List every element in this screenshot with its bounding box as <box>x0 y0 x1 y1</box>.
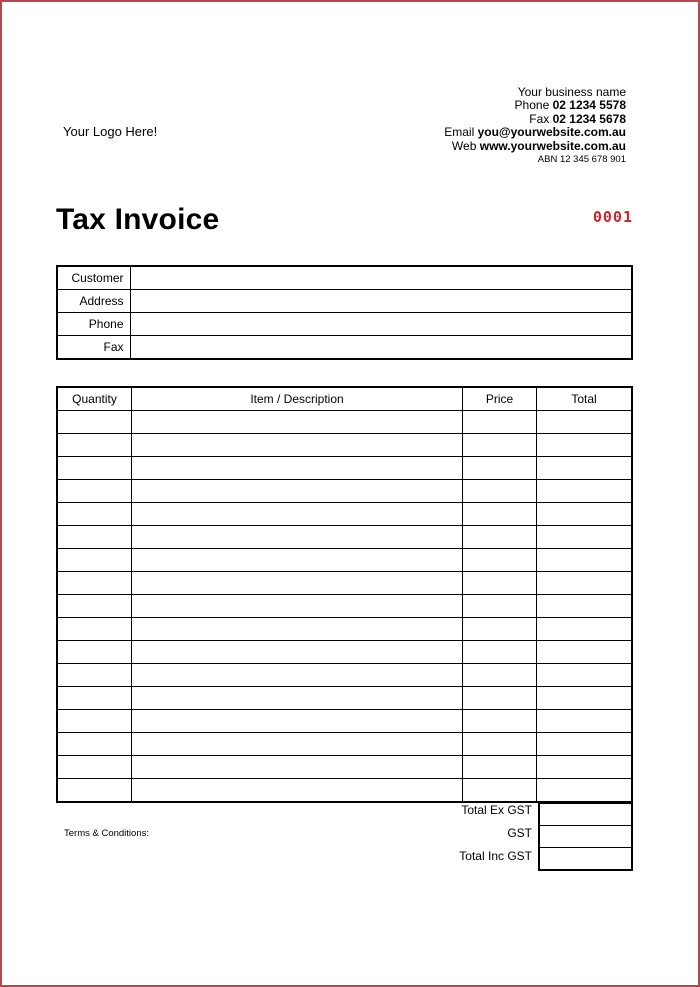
table-row <box>57 572 632 595</box>
business-email: Email you@yourwebsite.com.au <box>444 125 626 140</box>
description-cell[interactable] <box>132 549 463 572</box>
customer-row <box>57 313 632 336</box>
table-row <box>57 710 632 733</box>
total-cell[interactable] <box>537 503 633 526</box>
description-cell[interactable] <box>132 710 463 733</box>
business-web: Web www.yourwebsite.com.au <box>451 138 626 153</box>
price-cell[interactable] <box>463 687 537 710</box>
total-cell[interactable] <box>537 618 633 641</box>
gst-label: GST <box>507 826 532 840</box>
total-cell[interactable] <box>537 595 633 618</box>
customer-table <box>56 265 633 360</box>
total-cell[interactable] <box>537 549 633 572</box>
table-row <box>57 641 632 664</box>
quantity-cell[interactable] <box>57 641 132 664</box>
total-ex-gst-label: Total Ex GST <box>461 803 532 817</box>
business-phone: Phone 02 1234 5578 <box>514 98 626 113</box>
price-cell[interactable] <box>463 756 537 779</box>
customer-row <box>57 336 632 360</box>
price-cell[interactable] <box>463 457 537 480</box>
price-cell[interactable] <box>463 733 537 756</box>
customer-field-value[interactable] <box>130 290 632 313</box>
customer-row <box>57 290 632 313</box>
total-cell[interactable] <box>537 480 633 503</box>
quantity-cell[interactable] <box>57 595 132 618</box>
customer-field-label: Fax <box>57 336 130 360</box>
customer-field-value[interactable] <box>130 336 632 360</box>
description-cell[interactable] <box>132 526 463 549</box>
quantity-cell[interactable] <box>57 572 132 595</box>
total-inc-gst-label: Total Inc GST <box>459 849 532 863</box>
invoice-title: Tax Invoice <box>56 203 220 236</box>
price-cell[interactable] <box>463 503 537 526</box>
price-cell[interactable] <box>463 779 537 803</box>
table-row <box>57 756 632 779</box>
quantity-cell[interactable] <box>57 526 132 549</box>
price-cell[interactable] <box>463 664 537 687</box>
customer-field-value[interactable] <box>130 266 632 290</box>
price-cell[interactable] <box>463 549 537 572</box>
description-cell[interactable] <box>132 457 463 480</box>
total-cell[interactable] <box>537 434 633 457</box>
customer-field-label: Customer <box>57 266 130 290</box>
total-cell[interactable] <box>537 733 633 756</box>
price-cell[interactable] <box>463 641 537 664</box>
header-price: Price <box>463 387 537 411</box>
total-cell[interactable] <box>537 779 633 803</box>
customer-field-label: Phone <box>57 313 130 336</box>
description-cell[interactable] <box>132 503 463 526</box>
quantity-cell[interactable] <box>57 664 132 687</box>
items-table <box>56 386 633 803</box>
price-cell[interactable] <box>463 595 537 618</box>
table-row <box>57 779 632 803</box>
quantity-cell[interactable] <box>57 549 132 572</box>
total-cell[interactable] <box>537 572 633 595</box>
table-row <box>57 503 632 526</box>
description-cell[interactable] <box>132 411 463 434</box>
table-row <box>57 526 632 549</box>
header-total: Total <box>537 387 633 411</box>
description-cell[interactable] <box>132 641 463 664</box>
total-cell[interactable] <box>537 457 633 480</box>
total-cell[interactable] <box>537 687 633 710</box>
table-row <box>57 618 632 641</box>
quantity-cell[interactable] <box>57 756 132 779</box>
description-cell[interactable] <box>132 687 463 710</box>
price-cell[interactable] <box>463 710 537 733</box>
table-row <box>57 411 632 434</box>
table-row <box>57 480 632 503</box>
price-cell[interactable] <box>463 526 537 549</box>
quantity-cell[interactable] <box>57 618 132 641</box>
description-cell[interactable] <box>132 664 463 687</box>
table-row <box>57 434 632 457</box>
business-details <box>444 86 626 166</box>
header-description: Item / Description <box>132 387 463 411</box>
quantity-cell[interactable] <box>57 779 132 803</box>
totals-box <box>538 802 633 871</box>
customer-row <box>57 266 632 290</box>
quantity-cell[interactable] <box>57 733 132 756</box>
price-cell[interactable] <box>463 480 537 503</box>
customer-field-label: Address <box>57 290 130 313</box>
terms-label: Terms & Conditions: <box>64 828 150 839</box>
description-cell[interactable] <box>132 480 463 503</box>
total-cell[interactable] <box>537 664 633 687</box>
gst-field[interactable] <box>539 826 632 848</box>
price-cell[interactable] <box>463 618 537 641</box>
quantity-cell[interactable] <box>57 503 132 526</box>
totals-labels <box>459 802 532 871</box>
table-row <box>57 457 632 480</box>
table-row <box>57 595 632 618</box>
business-fax: Fax 02 1234 5678 <box>529 111 626 126</box>
price-cell[interactable] <box>463 411 537 434</box>
total-ex-gst-field[interactable] <box>539 803 632 826</box>
total-cell[interactable] <box>537 641 633 664</box>
invoice-number: 0001 <box>592 208 633 226</box>
description-cell[interactable] <box>132 618 463 641</box>
logo-placeholder: Your Logo Here! <box>63 124 158 139</box>
total-inc-gst-field[interactable] <box>539 848 632 871</box>
total-cell[interactable] <box>537 710 633 733</box>
table-row <box>57 664 632 687</box>
quantity-cell[interactable] <box>57 434 132 457</box>
customer-field-value[interactable] <box>130 313 632 336</box>
description-cell[interactable] <box>132 434 463 457</box>
price-cell[interactable] <box>463 572 537 595</box>
description-cell[interactable] <box>132 572 463 595</box>
price-cell[interactable] <box>463 434 537 457</box>
description-cell[interactable] <box>132 595 463 618</box>
items-header-row <box>57 387 632 411</box>
total-cell[interactable] <box>537 411 633 434</box>
total-cell[interactable] <box>537 756 633 779</box>
quantity-cell[interactable] <box>57 687 132 710</box>
quantity-cell[interactable] <box>57 457 132 480</box>
business-name: Your business name <box>517 85 626 99</box>
quantity-cell[interactable] <box>57 411 132 434</box>
description-cell[interactable] <box>132 756 463 779</box>
table-row <box>57 687 632 710</box>
total-cell[interactable] <box>537 526 633 549</box>
business-abn: ABN 12 345 678 901 <box>537 154 626 166</box>
header-quantity: Quantity <box>57 387 132 411</box>
description-cell[interactable] <box>132 779 463 803</box>
quantity-cell[interactable] <box>57 480 132 503</box>
quantity-cell[interactable] <box>57 710 132 733</box>
table-row <box>57 549 632 572</box>
table-row <box>57 733 632 756</box>
description-cell[interactable] <box>132 733 463 756</box>
